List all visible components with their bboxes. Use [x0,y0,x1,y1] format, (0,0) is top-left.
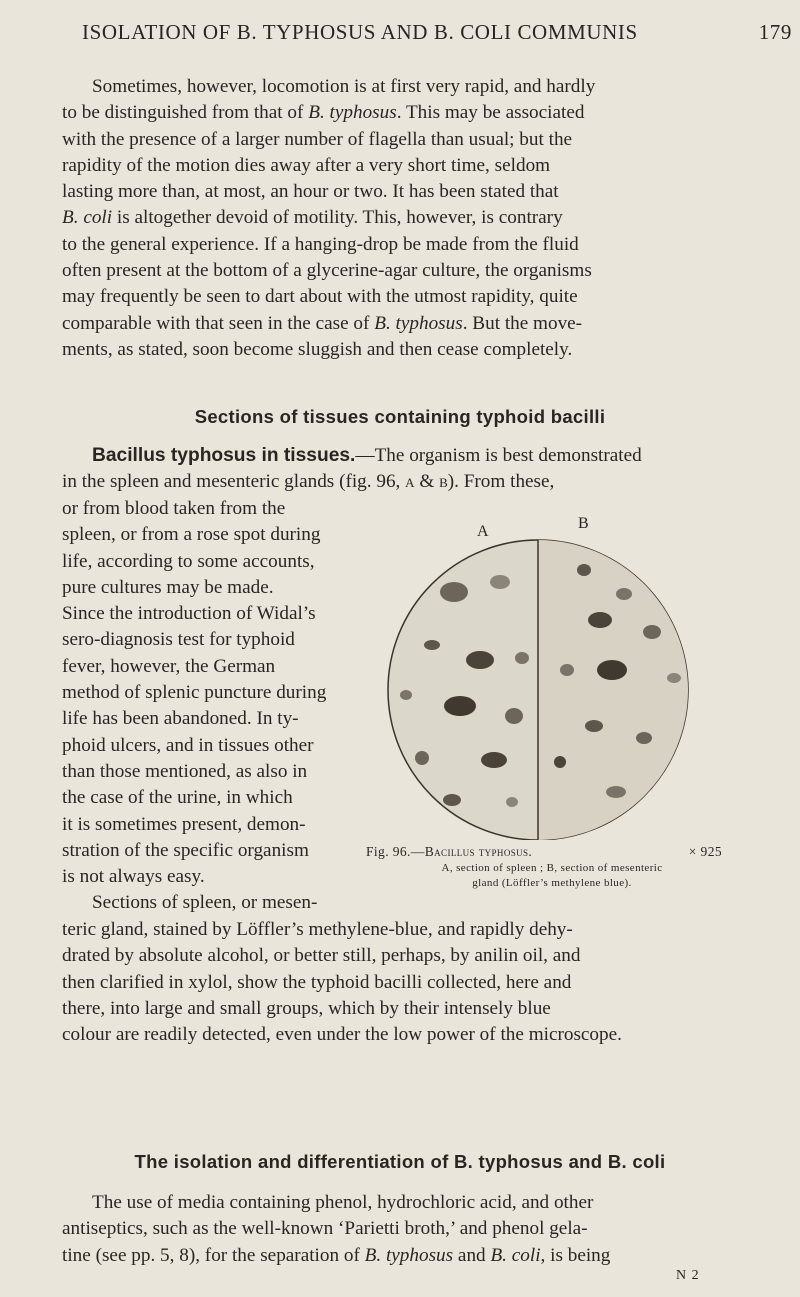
text-line: teric gland, stained by Löffler’s methylene-blue, and rapidly dehy- [62,919,573,940]
text-line [62,311,778,337]
text-line [62,443,778,469]
text-line: it is sometimes present, demon- [62,813,306,835]
text-line: lasting more than, at most, an hour or two. It has been stated that [62,181,559,203]
text-line: there, into large and small groups, which by their intensely blue [62,997,551,1019]
signature-mark: N 2 [676,1268,700,1283]
text-line: life, according to some accounts, [62,550,315,572]
text-line: life has been abandoned. In ty- [62,708,299,730]
text-run: , is being [540,1244,611,1266]
text-line [62,100,778,126]
text-line: fever, however, the German [62,655,276,677]
running-head-title: ISOLATION OF B. TYPHOSUS AND B. COLI COMMUNIS [82,20,638,44]
text-run: & [414,471,440,493]
page-number: 179 [758,20,792,44]
text-run: —The organism is best demonstrated [355,445,642,466]
text-line [62,469,778,495]
text-run: . But the move- [462,312,583,334]
text-line: Sometimes, however, locomotion is at first very rapid, and hardly [92,76,596,97]
text-line: the case of the urine, in which [62,787,293,809]
caption-main-line [366,844,738,860]
text-line: spleen, or from a rose spot during [62,524,321,546]
text-line: pure cultures may be made. [62,576,274,598]
caption-title: Bacillus typhosus. [424,844,533,859]
caption-magnification: × 925 [688,844,722,859]
text-run: is altogether devoid of motility. This, however, is contrary [112,207,563,229]
italic-species: B. typhosus [374,312,463,334]
section-heading-isolation: The isolation and differentiation of B. typhosus and B. coli [134,1151,666,1172]
text-line: or from blood taken from the [62,498,286,519]
text-line: is not always easy. [62,866,205,888]
caption-sub-line: gland (Löffler’s methylene blue). [472,877,632,889]
figure-label-b: B [578,515,589,532]
section-heading-tissues: Sections of tissues containing typhoid bacilli [194,406,606,427]
text-line: antiseptics, such as the well-known ‘Parietti broth,’ and phenol gela- [62,1218,588,1240]
paragraph-motility [62,74,778,363]
text-line: colour are readily detected, even under the low power of the microscope. [62,1024,622,1046]
text-line: rapidity of the motion dies away after a very short time, seldom [62,154,551,176]
text-line: to the general experience. If a hanging-drop be made from the fluid [62,233,579,255]
text-line: with the presence of a larger number of flagella than usual; but the [62,128,573,150]
text-line: Since the introduction of Widal’s [62,603,316,625]
text-line: The use of media containing phenol, hydrochloric acid, and other [92,1192,594,1213]
figure-96 [362,510,722,840]
paragraph-tissues-continued [62,917,778,1048]
micrograph-illustration [362,510,722,840]
text-line [62,205,778,231]
figure-ref-a: a [405,471,415,493]
text-run: tine (see pp. 5, 8), for the separation of [62,1244,365,1266]
figure-label-a: A [477,523,489,540]
run-in-heading: Bacillus typhosus in tissues. [92,445,356,466]
running-head [82,20,792,45]
text-line: ments, as stated, soon become sluggish and then cease completely. [62,338,573,360]
text-line: stration of the specific organism [62,839,309,861]
text-run: ). From these, [447,471,555,493]
text-line: method of splenic puncture during [62,682,327,704]
italic-species: B. typhosus [364,1244,454,1266]
paragraph-isolation [62,1190,778,1269]
text-line: often present at the bottom of a glycerine-agar culture, the organisms [62,260,592,282]
paragraph-tissues-full [62,443,778,496]
text-line: sero-diagnosis test for typhoid [62,629,295,651]
text-line: phoid ulcers, and in tissues other [62,734,314,756]
figure-ref-b: b [439,471,448,493]
text-line: may frequently be seen to dart about with the utmost rapidity, quite [62,286,578,308]
caption-fig-number: Fig. 96.— [366,844,425,859]
italic-species: B. typhosus [308,102,397,124]
text-line: drated by absolute alcohol, or better still, perhaps, by anilin oil, and [62,945,581,967]
caption-sub-line: A, section of spleen ; B, section of mesenteric [441,862,663,874]
text-run: to be distinguished from that of [62,102,309,124]
text-run: comparable with that seen in the case of [62,312,375,334]
italic-species: B. coli [62,207,113,229]
italic-species: B. coli [490,1244,541,1266]
text-line: Sections of spleen, or mesen- [92,892,318,914]
text-line [62,1243,778,1269]
text-run: in the spleen and mesenteric glands (fig. 96, [62,471,406,493]
text-run: . This may be associated [396,102,585,124]
paragraph-tissues-wrap [62,496,358,917]
figure-caption [366,844,738,890]
text-line: than those mentioned, as also in [62,760,308,782]
text-run: and [453,1244,491,1266]
text-line: then clarified in xylol, show the typhoid bacilli collected, here and [62,971,572,993]
